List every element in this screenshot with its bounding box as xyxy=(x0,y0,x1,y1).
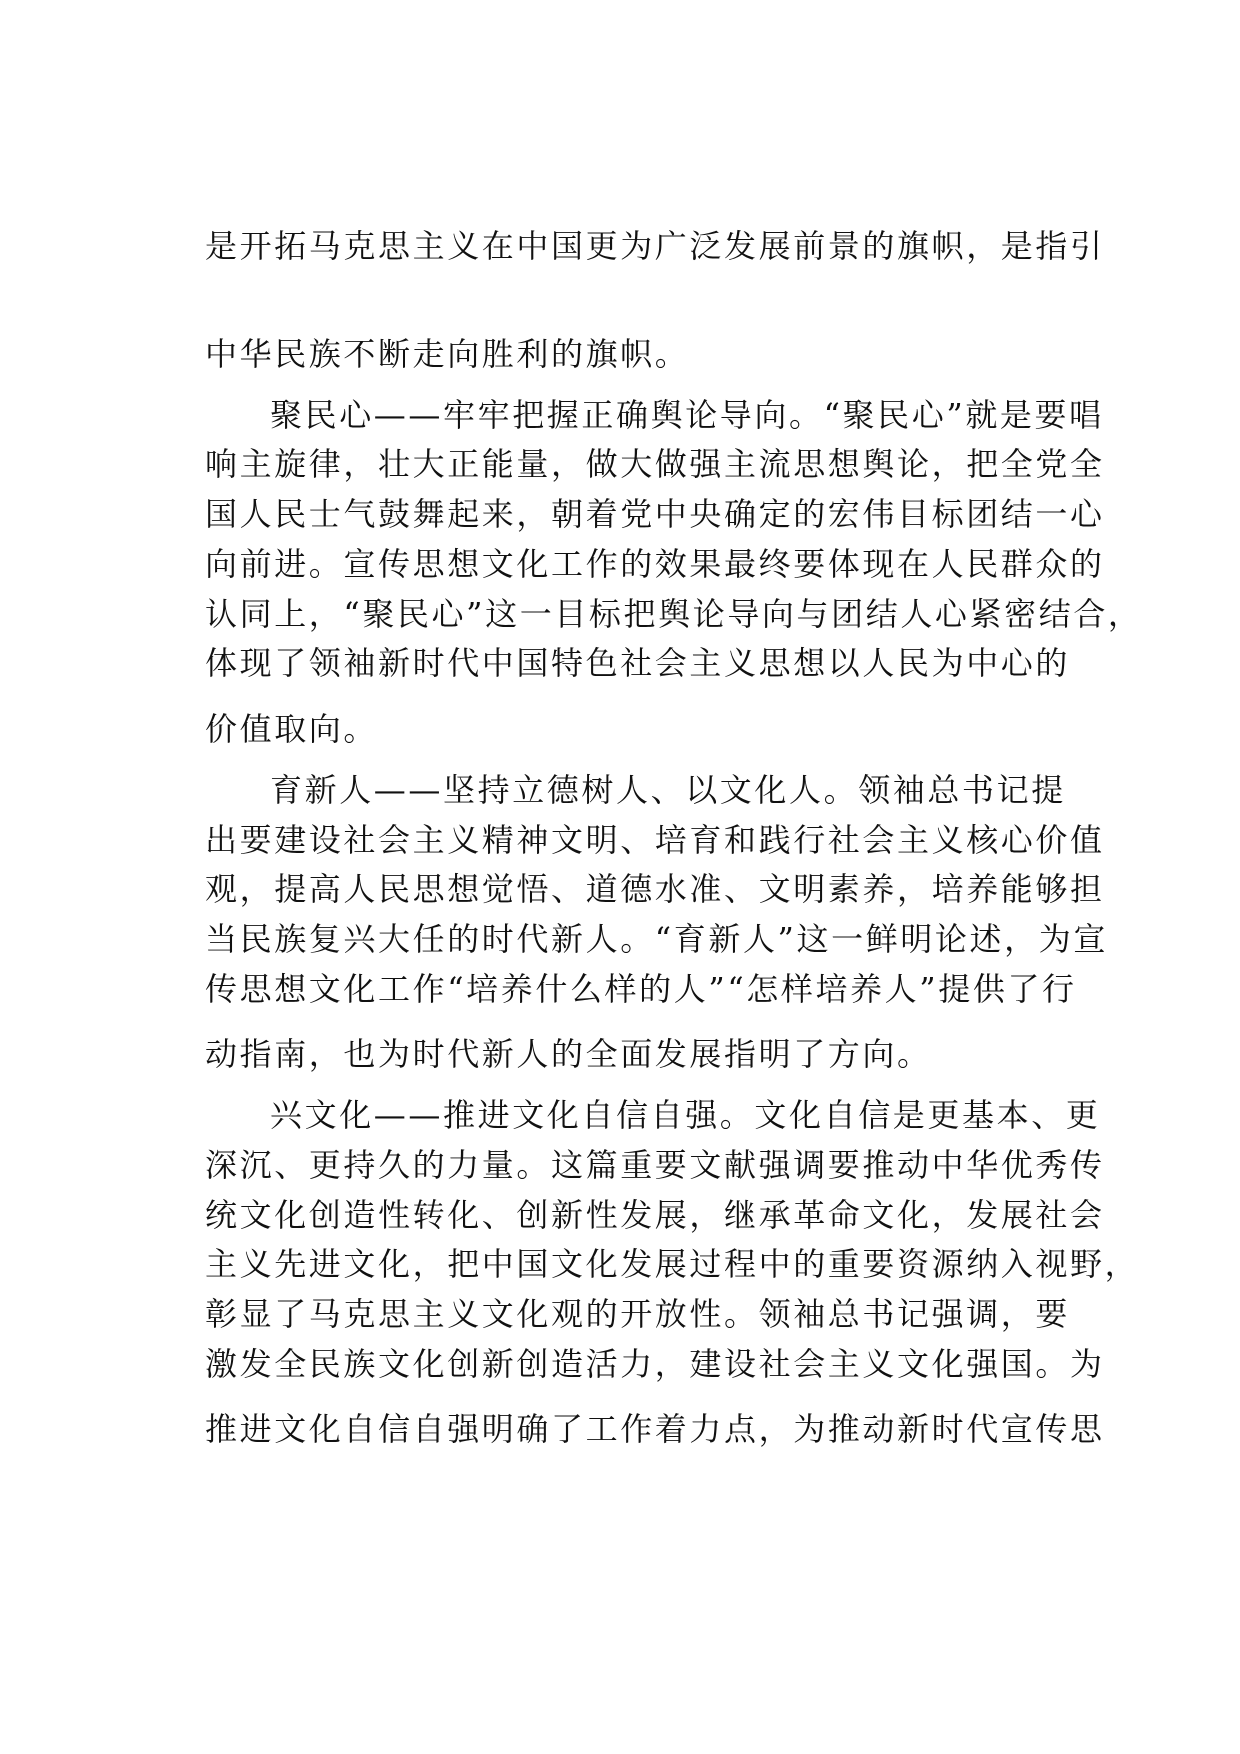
paragraph-line: 兴文化——推进文化自信自强。文化自信是更基本、更 xyxy=(270,1096,1101,1134)
paragraph-line: 聚民心——牢牢把握正确舆论导向。“聚民心”就是要唱 xyxy=(270,396,1104,434)
text-line: 动指南，也为时代新人的全面发展指明了方向。 xyxy=(205,1035,932,1073)
text-line: 出要建设社会主义精神文明、培育和践行社会主义核心价值 xyxy=(205,821,1105,859)
text-line: 体现了领袖新时代中国特色社会主义思想以人民为中心的 xyxy=(205,644,1071,682)
paragraph-line: 育新人——坚持立德树人、以文化人。领袖总书记提 xyxy=(270,771,1066,809)
text-line: 是开拓马克思主义在中国更为广泛发展前景的旗帜，是指引 xyxy=(205,227,1105,265)
text-line: 国人民士气鼓舞起来，朝着党中央确定的宏伟目标团结一心 xyxy=(205,495,1105,533)
text-line: 向前进。宣传思想文化工作的效果最终要体现在人民群众的 xyxy=(205,545,1105,583)
text-line: 深沉、更持久的力量。这篇重要文献强调要推动中华优秀传 xyxy=(205,1146,1105,1184)
text-line: 观，提高人民思想觉悟、道德水准、文明素养，培养能够担 xyxy=(205,870,1105,908)
text-line: 主义先进文化，把中国文化发展过程中的重要资源纳入视野， xyxy=(205,1245,1140,1283)
text-line: 价值取向。 xyxy=(205,710,379,748)
text-line: 中华民族不断走向胜利的旗帜。 xyxy=(205,335,690,373)
text-line: 认同上，“聚民心”这一目标把舆论导向与团结人心紧密结合， xyxy=(205,595,1143,633)
text-line: 彰显了马克思主义文化观的开放性。领袖总书记强调，要 xyxy=(205,1295,1071,1333)
text-line: 推进文化自信自强明确了工作着力点，为推动新时代宣传思 xyxy=(205,1410,1105,1448)
text-line: 传思想文化工作“培养什么样的人”“怎样培养人”提供了行 xyxy=(205,970,1077,1008)
text-line: 当民族复兴大任的时代新人。“育新人”这一鲜明论述，为宣 xyxy=(205,920,1108,958)
text-line: 激发全民族文化创新创造活力，建设社会主义文化强国。为 xyxy=(205,1345,1105,1383)
text-line: 统文化创造性转化、创新性发展，继承革命文化，发展社会 xyxy=(205,1196,1105,1234)
text-line: 响主旋律，壮大正能量，做大做强主流思想舆论，把全党全 xyxy=(205,445,1105,483)
